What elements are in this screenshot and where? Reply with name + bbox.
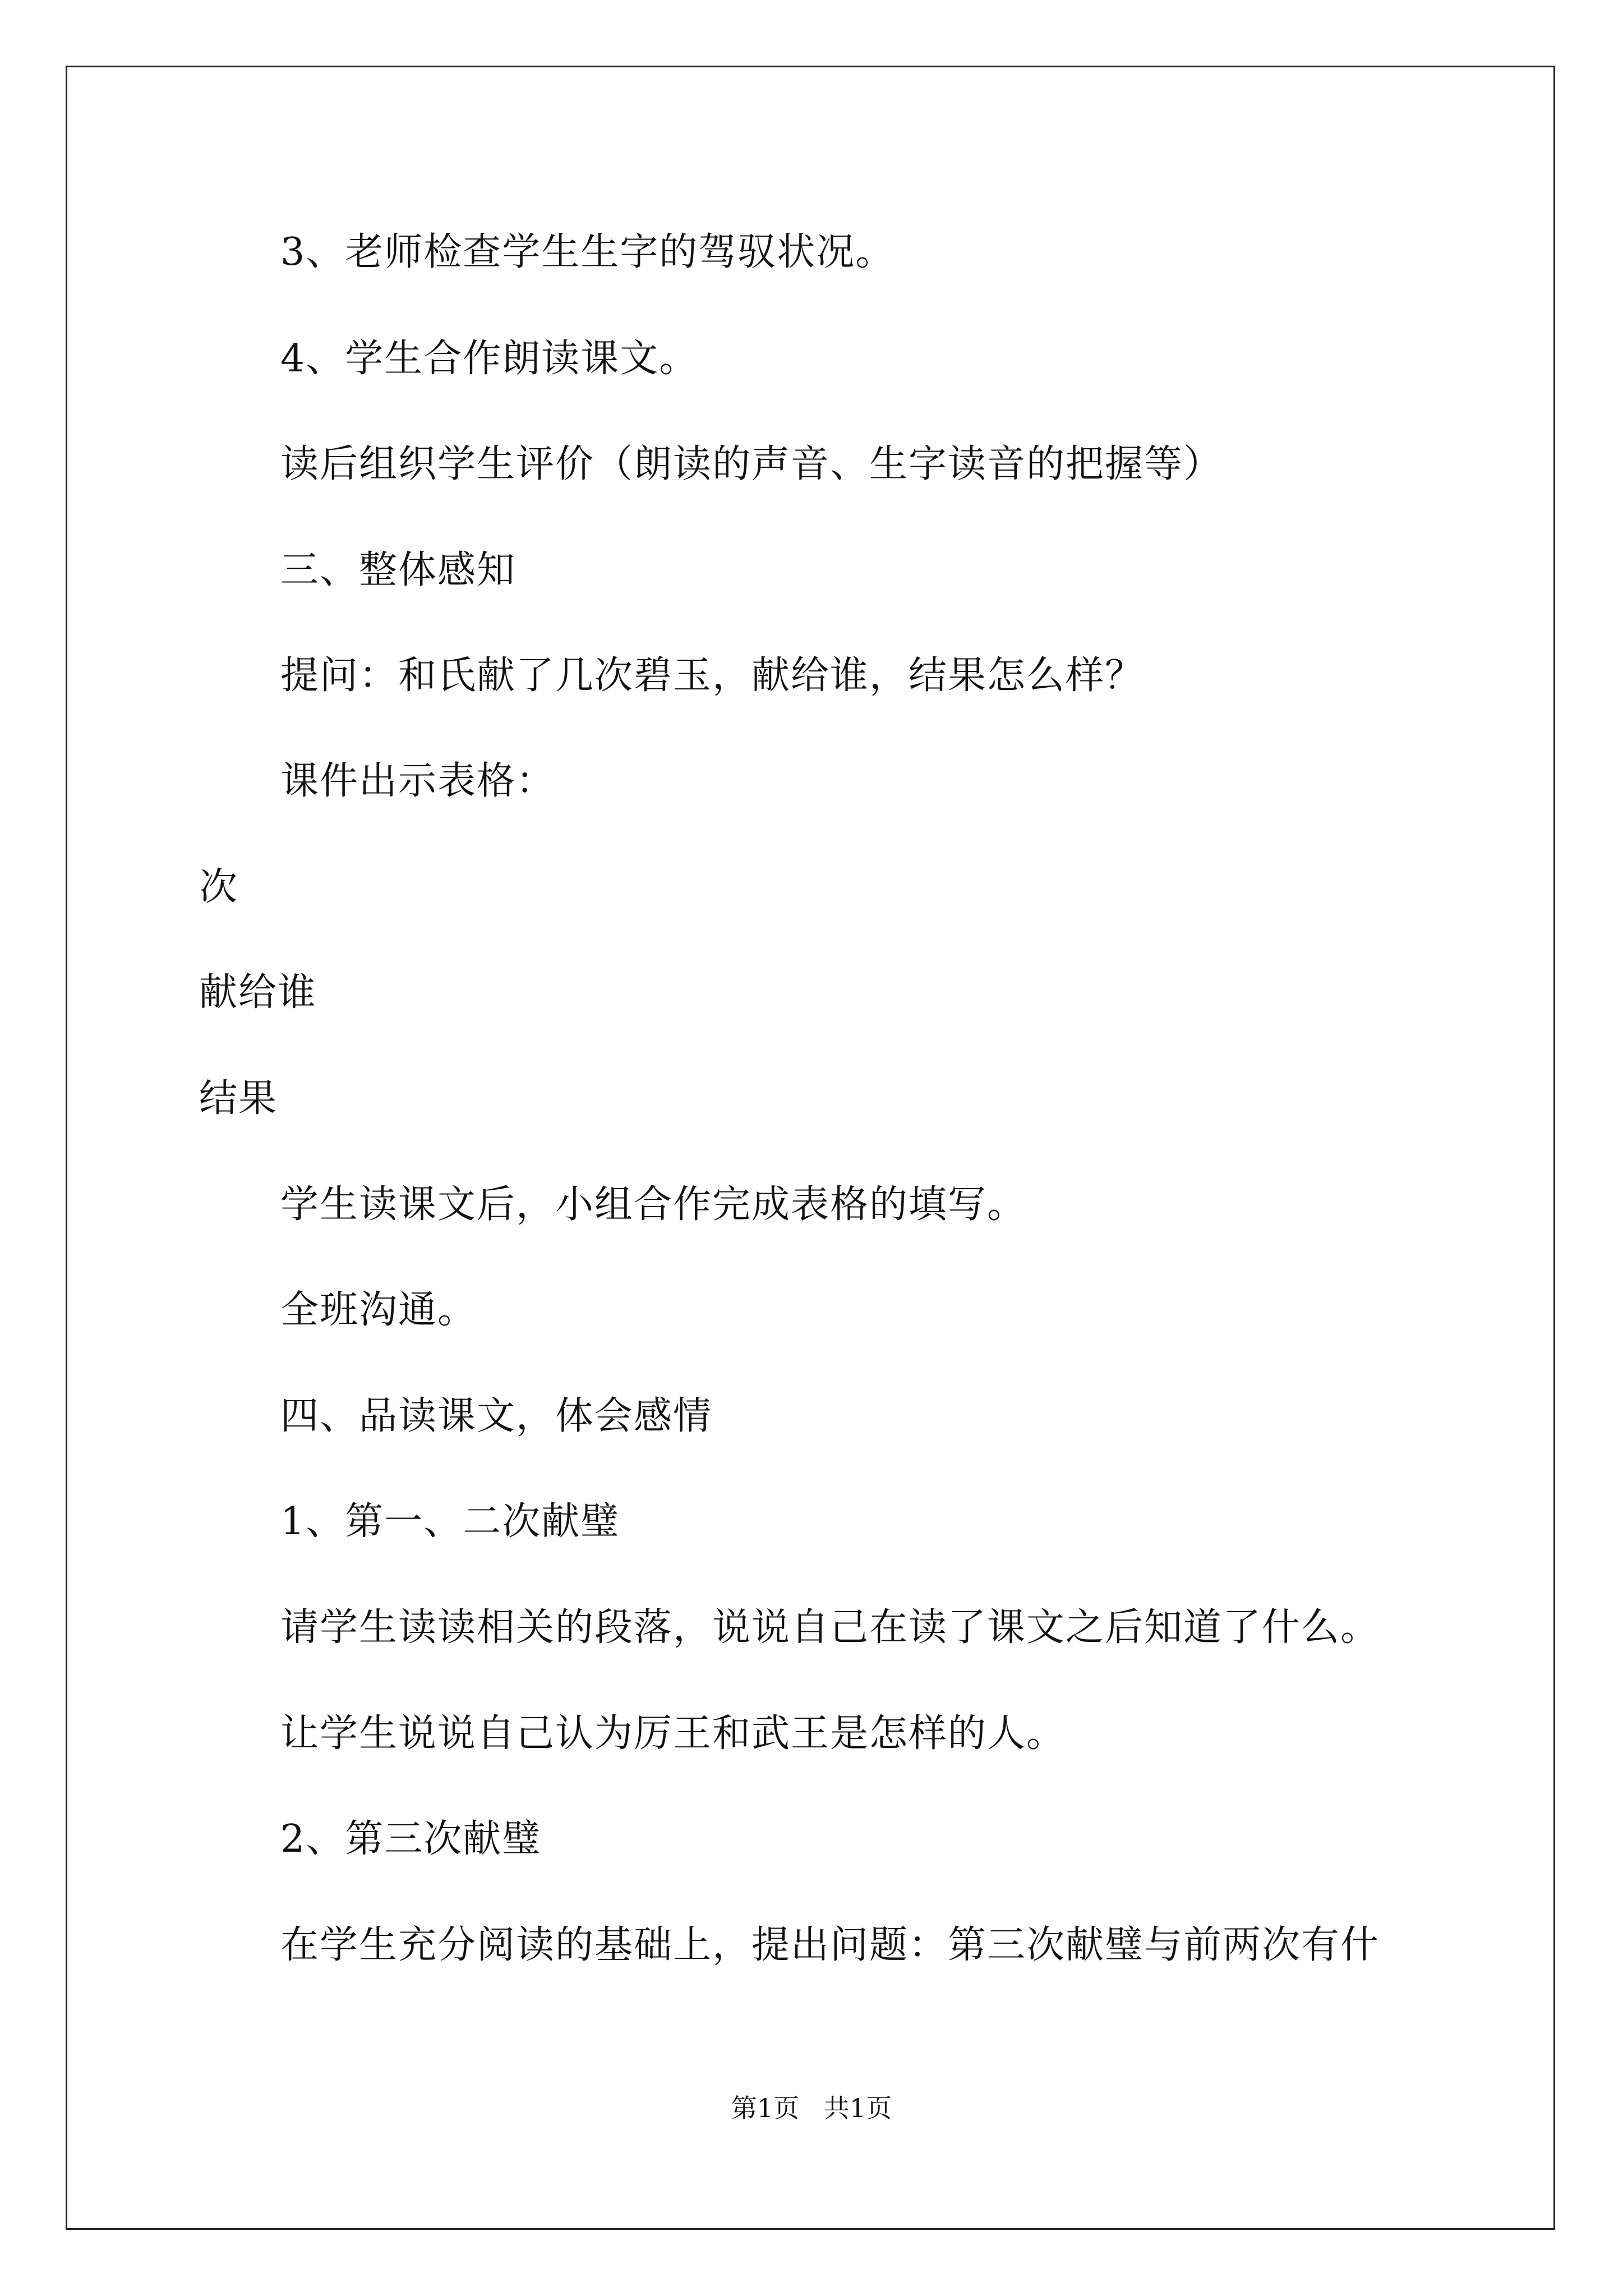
paragraph-line: 让学生说说自己认为厉王和武王是怎样的人。 — [280, 1711, 1066, 1756]
paragraph-line: 全班沟通。 — [280, 1288, 477, 1332]
paragraph-line: 提问：和氏献了几次碧玉，献给谁，结果怎么样？ — [280, 654, 1145, 698]
page-border — [66, 66, 1555, 2230]
paragraph-line: 学生读课文后，小组合作完成表格的填写。 — [280, 1182, 1027, 1227]
paragraph-line: 在学生充分阅读的基础上，提出问题：第三次献璧与前两次有什 — [280, 1923, 1380, 1967]
subsection-heading: 2、第三次献璧 — [280, 1817, 542, 1861]
paragraph-line: 请学生读读相关的段落，说说自己在读了课文之后知道了什么。 — [280, 1605, 1380, 1650]
paragraph-line: 4、学生合作朗读课文。 — [280, 337, 699, 381]
subsection-heading: 1、第一、二次献璧 — [280, 1499, 620, 1544]
table-label-cell: 结果 — [199, 1076, 278, 1121]
paragraph-line: 3、老师检查学生生字的驾驭状况。 — [280, 230, 895, 274]
paragraph-line: 读后组织学生评价（朗读的声音、生字读音的把握等） — [280, 442, 1223, 486]
table-label-cell: 献给谁 — [199, 970, 317, 1015]
table-label-cell: 次 — [199, 865, 239, 909]
section-heading: 四、品读课文，体会感情 — [280, 1394, 713, 1438]
page-footer: 第1页 共1页 — [731, 2093, 892, 2123]
paragraph-line: 课件出示表格： — [280, 759, 556, 803]
section-heading: 三、整体感知 — [280, 548, 517, 592]
